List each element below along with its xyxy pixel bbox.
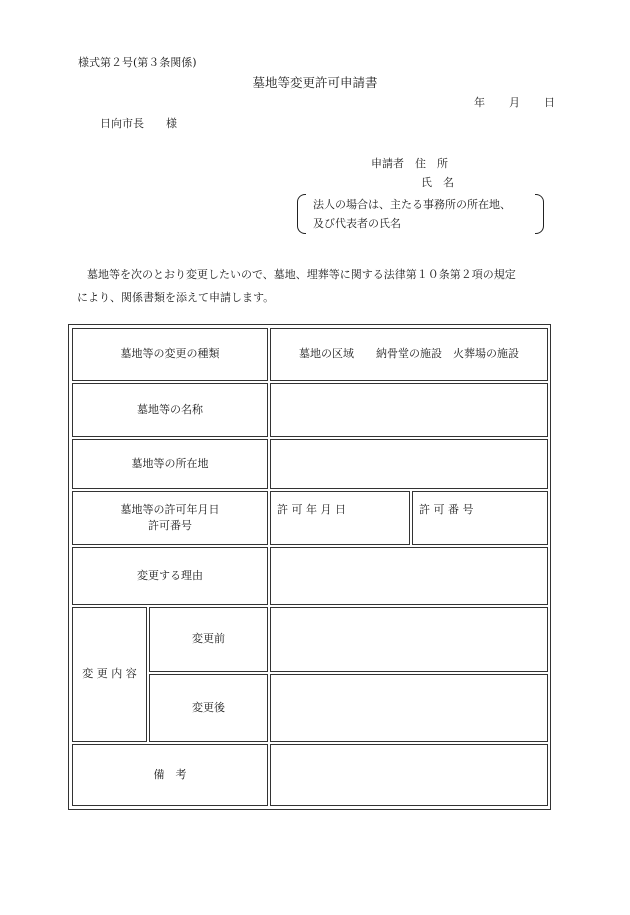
application-table bbox=[68, 324, 551, 810]
form-number: 様式第２号(第３条関係) bbox=[78, 56, 197, 69]
permit-number-field[interactable] bbox=[412, 491, 548, 545]
facility-location-label: 墓地等の所在地 bbox=[131, 456, 209, 470]
body-text-line-2: により、関係書類を添えて申請します。 bbox=[77, 291, 275, 304]
permit-date-label: 許 可 年 月 日 bbox=[277, 503, 346, 516]
facility-location-field[interactable] bbox=[270, 439, 548, 489]
corporation-note-line-2: 及び代表者の氏名 bbox=[313, 217, 401, 230]
change-reason-label-cell bbox=[72, 547, 268, 605]
change-type-label-cell bbox=[72, 328, 268, 381]
change-after-label: 変更後 bbox=[192, 700, 225, 714]
change-type-options: 墓地の区域 納骨堂の施設 火葬場の施設 bbox=[299, 347, 519, 361]
change-before-label: 変更前 bbox=[192, 632, 225, 646]
remarks-label: 備 考 bbox=[153, 767, 187, 781]
permit-label-cell bbox=[72, 491, 268, 545]
permit-number-label: 許 可 番 号 bbox=[419, 503, 474, 516]
applicant-address-label: 申請者 住 所 bbox=[371, 157, 448, 170]
date-year-label: 年 bbox=[474, 96, 485, 109]
facility-location-label-cell bbox=[72, 439, 268, 489]
change-before-label-cell bbox=[149, 607, 268, 672]
permit-number-row-label: 許可番号 bbox=[148, 519, 192, 532]
permit-date-field[interactable] bbox=[270, 491, 410, 545]
change-type-options-cell[interactable] bbox=[270, 328, 548, 381]
applicant-name-label: 氏 名 bbox=[421, 176, 454, 189]
right-bracket bbox=[535, 194, 544, 234]
change-details-label-cell bbox=[72, 607, 147, 742]
facility-name-label-cell bbox=[72, 383, 268, 437]
change-after-label-cell bbox=[149, 674, 268, 742]
permit-date-row-label: 墓地等の許可年月日 bbox=[120, 502, 220, 516]
left-bracket bbox=[297, 194, 306, 234]
facility-name-label: 墓地等の名称 bbox=[137, 402, 203, 416]
change-reason-field[interactable] bbox=[270, 547, 548, 605]
date-line bbox=[474, 94, 555, 110]
date-day-label: 日 bbox=[544, 96, 555, 109]
change-reason-label: 変更する理由 bbox=[137, 568, 203, 582]
change-type-label: 墓地等の変更の種類 bbox=[120, 347, 220, 361]
document-title: 墓地等変更許可申請書 bbox=[252, 75, 378, 90]
remarks-label-cell bbox=[72, 744, 268, 806]
date-month-label: 月 bbox=[509, 96, 520, 109]
change-after-field[interactable] bbox=[270, 674, 548, 742]
change-details-label: 変 更 内 容 bbox=[82, 667, 137, 681]
facility-name-field[interactable] bbox=[270, 383, 548, 437]
remarks-field[interactable] bbox=[270, 744, 548, 806]
corporation-note-line-1: 法人の場合は、主たる事務所の所在地、 bbox=[313, 198, 511, 211]
addressee: 日向市長 様 bbox=[100, 117, 177, 130]
body-text-line-1: 墓地等を次のとおり変更したいので、墓地、埋葬等に関する法律第１０条第２項の規定 bbox=[87, 268, 516, 281]
change-before-field[interactable] bbox=[270, 607, 548, 672]
